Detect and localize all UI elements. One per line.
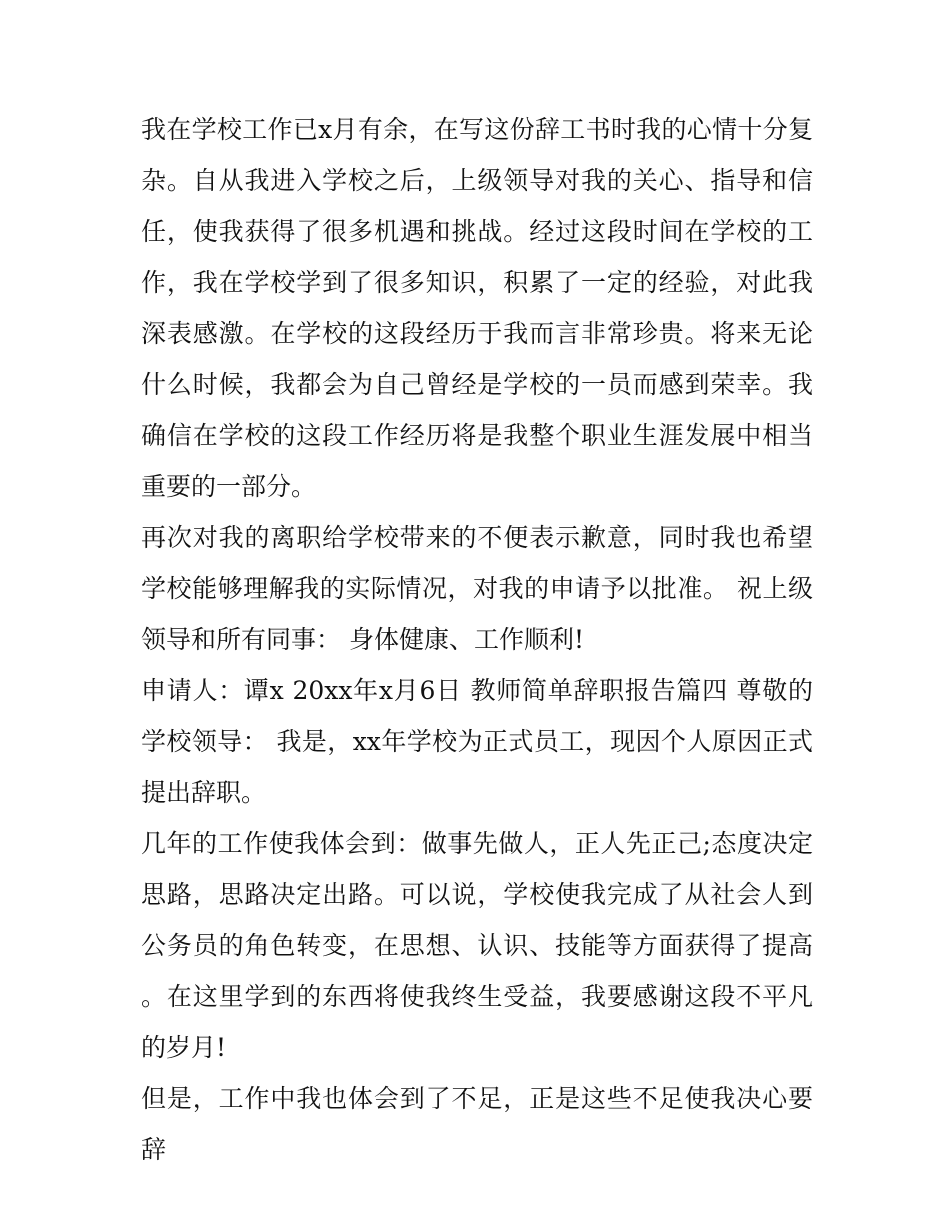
- paragraph-5: 但是，工作中我也体会到了不足，正是这些不足使我决心要辞: [141, 1084, 813, 1164]
- paragraph-3: 申请人：谭x 20xx年x月6日 教师简单辞职报告篇四 尊敬的学校领导： 我是，xx年学校为正式员工，现因个人原因正式提出辞职。: [141, 676, 813, 807]
- paragraph-1: 我在学校工作已x月有余，在写这份辞工书时我的心情十分复杂。自从我进入学校之后，上级领导对我的关心、指导和信任，使我获得了很多机遇和挑战。经过这段时间在学校的工作，我在学校学到了很多知识，积累了一定的经验，对此我深表感激。在学校的这段经历于我而言非常珍贵。将来无论什么时候，我都会为自己曾经是学校的一员而感到荣幸。我确信在学校的这段工作经历将是我整个职业生涯发展中相当重要的一部分。: [141, 115, 813, 501]
- document-body: [141, 104, 813, 1175]
- paragraph-2: 再次对我的离职给学校带来的不便表示歉意，同时我也希望学校能够理解我的实际情况，对我的申请予以批准。 祝上级领导和所有同事： 身体健康、工作顺利!: [141, 523, 813, 654]
- paragraph-4: 几年的工作使我体会到：做事先做人，正人先正己;态度决定思路，思路决定出路。可以说，学校使我完成了从社会人到公务员的角色转变，在思想、认识、技能等方面获得了提高。在这里学到的东西将使我终生受益，我要感谢这段不平凡的岁月!: [141, 829, 813, 1062]
